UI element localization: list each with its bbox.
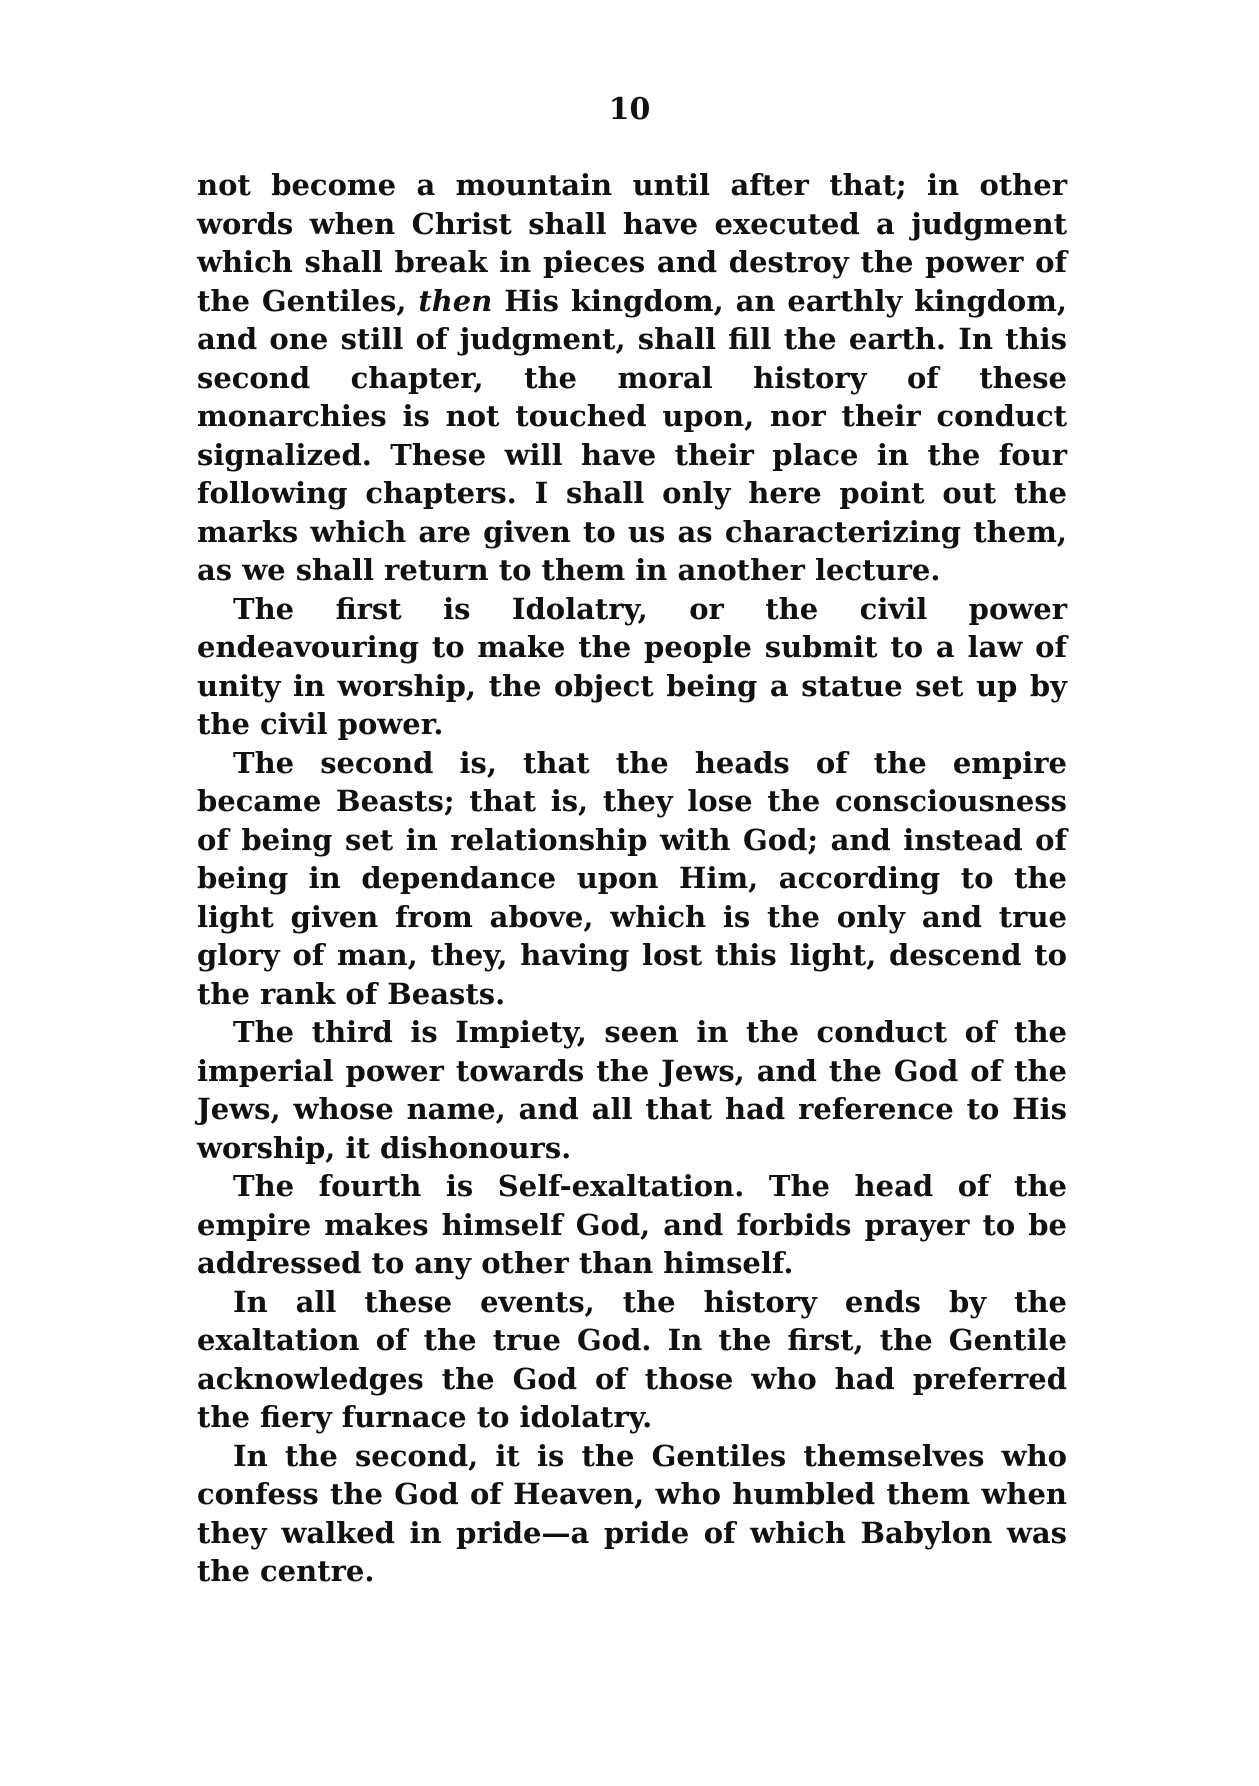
paragraph-text: The first is Idolatry, or the civil power endeavouring to make the people submit to a law of unity in worship, the object being a statue set up by the civil power. [197,591,1067,741]
paragraph [197,1167,1067,1283]
body-text [197,166,1067,1591]
paragraph-text: In all these events, the history ends by the exaltation of the true God. In the first, the Gentile acknowledges the God of those who had preferred the fiery furnace to idolatry. [197,1284,1067,1434]
page-number: 10 [608,92,651,127]
paragraph-text: The fourth is Self-exaltation. The head of the empire makes himself God, and forbids prayer to be addressed to any other than himself. [197,1169,1067,1280]
paragraph [197,1437,1067,1591]
paragraph-text: In the second, it is the Gentiles themselves who confess the God of Heaven, who humbled them when they walked in pride—a pride of which Babylon was the centre. [197,1438,1067,1588]
paragraph [197,1283,1067,1437]
paragraph-text: The second is, that the heads of the empire became Beasts; that is, they lose the consciousness of being set in relationship with God; and instead of being in dependance upon Him, according to the light given from above, which is the only and true glory of man, they, having lost this light, descend to the rank of Beasts. [197,745,1067,1011]
paragraph-text: The third is Impiety, seen in the conduct of the imperial power towards the Jews, and the God of the Jews, whose name, and all that had reference to His worship, it dishonours. [197,1015,1067,1165]
emphasis-text: then [418,283,493,318]
paragraph-text: His kingdom, an earthly kingdom, and one still of judgment, shall fill the earth. In this second chapter, the moral history of these monarchies is not touched upon, nor their conduct signalized. These will have their place in the four following chapters. I shall only here point out the marks which are given to us as characterizing them, as we shall return to them in another lecture. [197,283,1067,587]
paragraph [197,166,1067,590]
paragraph [197,1013,1067,1167]
paragraph [197,744,1067,1014]
paragraph-text: not become a mountain until after that; in other words when Christ shall have executed a judgment which shall break in pieces and destroy the power of the Gentiles, [197,168,1067,318]
paragraph [197,590,1067,744]
